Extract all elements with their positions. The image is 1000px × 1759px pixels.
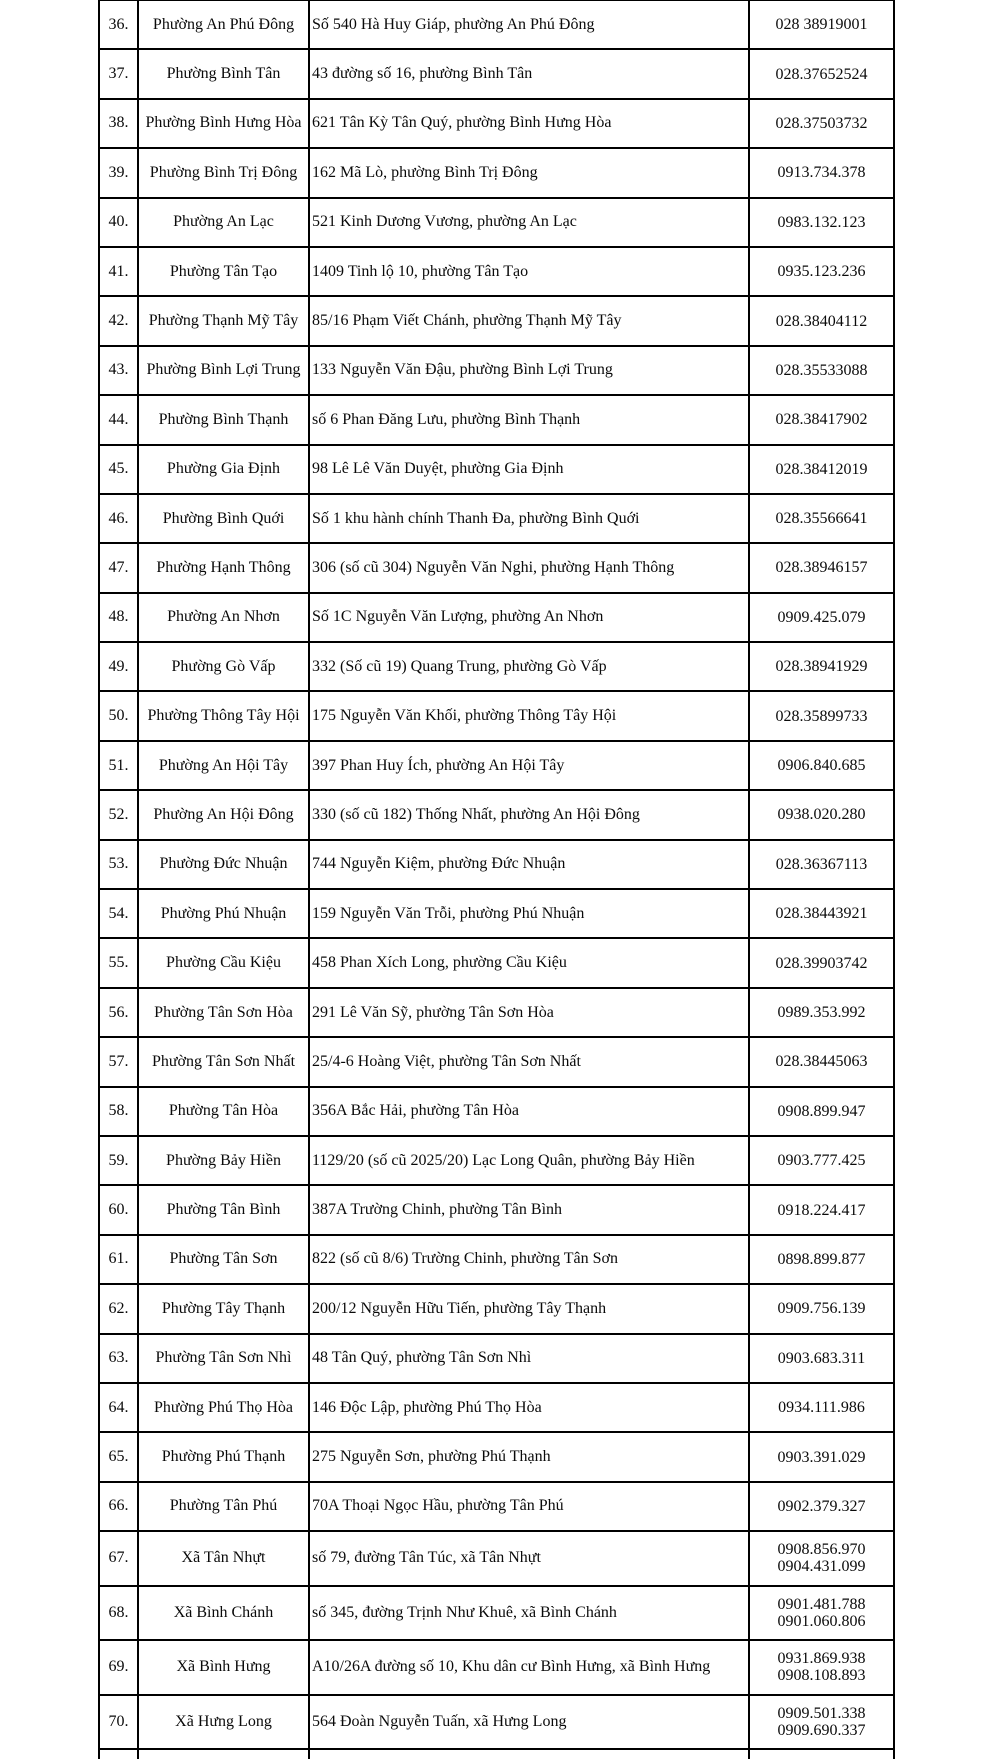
- phone-cell: [750, 544, 893, 591]
- phone-number: 0909.690.337: [777, 1721, 866, 1739]
- table-row: [100, 1384, 893, 1431]
- address-cell: 1129/20 (số cũ 2025/20) Lạc Long Quân, phường Bảy Hiền: [310, 1137, 748, 1184]
- address-cell: 85/16 Phạm Viết Chánh, phường Thạnh Mỹ Tây: [310, 297, 748, 344]
- phone-number: 0909.501.338: [777, 1704, 866, 1722]
- table-row: [100, 742, 893, 789]
- ward-name-cell: Phường Bình Quới: [139, 495, 308, 542]
- table-row: [100, 1433, 893, 1480]
- phone-cell: [750, 1285, 893, 1332]
- ward-name-cell: Phường Phú Thọ Hòa: [139, 1384, 308, 1431]
- phone-cell: [750, 446, 893, 493]
- empty-cell: [310, 1750, 748, 1759]
- row-number-cell: 50.: [100, 692, 137, 739]
- phone-number: 0908.856.970: [777, 1541, 866, 1559]
- phone-cell: [750, 643, 893, 690]
- table-row: [100, 1335, 893, 1382]
- phone-number: 0901.060.806: [777, 1612, 866, 1630]
- table-row: [100, 50, 893, 97]
- address-cell: 330 (số cũ 182) Thống Nhất, phường An Hội Đông: [310, 791, 748, 838]
- row-number-cell: 65.: [100, 1433, 137, 1480]
- phone-cell: [750, 248, 893, 295]
- table-row: [100, 1641, 893, 1694]
- table-row: [100, 396, 893, 443]
- row-number-cell: 36.: [100, 1, 137, 48]
- empty-cell: [100, 1750, 137, 1759]
- phone-number: 0938.020.280: [777, 806, 866, 824]
- ward-name-cell: Phường Tân Hòa: [139, 1088, 308, 1135]
- ward-name-cell: Phường Tân Phú: [139, 1483, 308, 1530]
- phone-number: 028.38941929: [775, 658, 868, 676]
- ward-name-cell: Phường Gia Định: [139, 446, 308, 493]
- ward-name-cell: Phường Thạnh Mỹ Tây: [139, 297, 308, 344]
- table-row: [100, 890, 893, 937]
- phone-cell: [750, 1236, 893, 1283]
- address-cell: 70A Thoại Ngọc Hầu, phường Tân Phú: [310, 1483, 748, 1530]
- row-number-cell: 52.: [100, 791, 137, 838]
- table-row: [100, 643, 893, 690]
- address-cell: A10/26A đường số 10, Khu dân cư Bình Hưng, xã Bình Hưng: [310, 1641, 748, 1694]
- phone-number: 028.39903742: [775, 954, 868, 972]
- table-row: [100, 989, 893, 1036]
- phone-cell: [750, 495, 893, 542]
- table-row: [100, 248, 893, 295]
- phone-number: 0904.431.099: [777, 1558, 866, 1576]
- ward-name-cell: Phường Tân Sơn Nhất: [139, 1038, 308, 1085]
- phone-cell: [750, 100, 893, 147]
- table-row: [100, 692, 893, 739]
- ward-name-cell: Phường Cầu Kiệu: [139, 939, 308, 986]
- phone-cell: [750, 297, 893, 344]
- row-number-cell: 41.: [100, 248, 137, 295]
- phone-cell: [750, 1088, 893, 1135]
- row-number-cell: 42.: [100, 297, 137, 344]
- phone-cell: [750, 890, 893, 937]
- ward-name-cell: Phường An Nhơn: [139, 594, 308, 641]
- table-row: [100, 297, 893, 344]
- table-row: [100, 446, 893, 493]
- phone-cell: [750, 1335, 893, 1382]
- ward-name-cell: Phường Bình Tân: [139, 50, 308, 97]
- phone-cell: [750, 1696, 893, 1749]
- phone-cell: [750, 1, 893, 48]
- table-row: [100, 347, 893, 394]
- phone-number: 0908.899.947: [777, 1102, 866, 1120]
- address-cell: 25/4-6 Hoàng Việt, phường Tân Sơn Nhất: [310, 1038, 748, 1085]
- row-number-cell: 67.: [100, 1532, 137, 1585]
- table-row: [100, 544, 893, 591]
- address-cell: 291 Lê Văn Sỹ, phường Tân Sơn Hòa: [310, 989, 748, 1036]
- phone-cell: [750, 841, 893, 888]
- ward-name-cell: Phường Hạnh Thông: [139, 544, 308, 591]
- phone-number: 028.36367113: [775, 855, 868, 873]
- row-number-cell: 56.: [100, 989, 137, 1036]
- address-cell: 458 Phan Xích Long, phường Cầu Kiệu: [310, 939, 748, 986]
- table-row: [100, 1, 893, 48]
- address-cell: 275 Nguyễn Sơn, phường Phú Thạnh: [310, 1433, 748, 1480]
- address-cell: 200/12 Nguyễn Hữu Tiến, phường Tây Thạnh: [310, 1285, 748, 1332]
- phone-number: 0898.899.877: [777, 1250, 866, 1268]
- table-row: [100, 1186, 893, 1233]
- row-number-cell: 40.: [100, 199, 137, 246]
- table-row: [100, 594, 893, 641]
- phone-number: 028.38445063: [775, 1053, 868, 1071]
- address-cell: 332 (Số cũ 19) Quang Trung, phường Gò Vấp: [310, 643, 748, 690]
- phone-number: 0931.869.938: [777, 1650, 866, 1668]
- phone-cell: [750, 1641, 893, 1694]
- phone-cell: [750, 594, 893, 641]
- ward-name-cell: Phường An Hội Đông: [139, 791, 308, 838]
- row-number-cell: 51.: [100, 742, 137, 789]
- row-number-cell: 55.: [100, 939, 137, 986]
- address-cell: 621 Tân Kỳ Tân Quý, phường Bình Hưng Hòa: [310, 100, 748, 147]
- phone-cell: [750, 1587, 893, 1640]
- phone-cell: [750, 1186, 893, 1233]
- address-cell: 822 (số cũ 8/6) Trường Chinh, phường Tân Sơn: [310, 1236, 748, 1283]
- table-row: [100, 1587, 893, 1640]
- phone-cell: [750, 989, 893, 1036]
- row-number-cell: 48.: [100, 594, 137, 641]
- ward-name-cell: Xã Tân Nhựt: [139, 1532, 308, 1585]
- row-number-cell: 58.: [100, 1088, 137, 1135]
- phone-number: 0903.683.311: [777, 1349, 866, 1367]
- table-row: [100, 100, 893, 147]
- phone-cell: [750, 149, 893, 196]
- phone-number: 0908.108.893: [777, 1667, 866, 1685]
- table-row: [100, 841, 893, 888]
- phone-cell: [750, 347, 893, 394]
- table-row: [100, 1236, 893, 1283]
- ward-name-cell: Phường Tân Tạo: [139, 248, 308, 295]
- table-row: [100, 1038, 893, 1085]
- address-cell: 146 Độc Lập, phường Phú Thọ Hòa: [310, 1384, 748, 1431]
- address-cell: 306 (số cũ 304) Nguyễn Văn Nghi, phường Hạnh Thông: [310, 544, 748, 591]
- address-cell: 133 Nguyễn Văn Đậu, phường Bình Lợi Trung: [310, 347, 748, 394]
- ward-name-cell: Phường Tân Bình: [139, 1186, 308, 1233]
- row-number-cell: 43.: [100, 347, 137, 394]
- phone-number: 028.37652524: [775, 65, 868, 83]
- phone-number: 0903.777.425: [777, 1152, 866, 1170]
- row-number-cell: 64.: [100, 1384, 137, 1431]
- phone-number: 028.35566641: [775, 510, 868, 528]
- phone-number: 028.35899733: [775, 707, 868, 725]
- phone-number: 0918.224.417: [777, 1201, 866, 1219]
- phone-cell: [750, 692, 893, 739]
- row-number-cell: 57.: [100, 1038, 137, 1085]
- row-number-cell: 47.: [100, 544, 137, 591]
- ward-name-cell: Phường Tân Sơn Hòa: [139, 989, 308, 1036]
- row-number-cell: 70.: [100, 1696, 137, 1749]
- ward-name-cell: Xã Bình Hưng: [139, 1641, 308, 1694]
- row-number-cell: 62.: [100, 1285, 137, 1332]
- phone-cell: [750, 396, 893, 443]
- phone-number: 0935.123.236: [777, 263, 866, 281]
- address-cell: 744 Nguyễn Kiệm, phường Đức Nhuận: [310, 841, 748, 888]
- address-cell: 48 Tân Quý, phường Tân Sơn Nhì: [310, 1335, 748, 1382]
- row-number-cell: 69.: [100, 1641, 137, 1694]
- ward-name-cell: Phường Tây Thạnh: [139, 1285, 308, 1332]
- phone-number: 0913.734.378: [777, 164, 866, 182]
- address-cell: 521 Kinh Dương Vương, phường An Lạc: [310, 199, 748, 246]
- empty-cell: [139, 1750, 308, 1759]
- ward-name-cell: Phường An Hội Tây: [139, 742, 308, 789]
- ward-name-cell: Phường Bình Hưng Hòa: [139, 100, 308, 147]
- address-cell: Số 540 Hà Huy Giáp, phường An Phú Đông: [310, 1, 748, 48]
- table-row: [100, 199, 893, 246]
- table-row: [100, 149, 893, 196]
- phone-cell: [750, 742, 893, 789]
- address-cell: 356A Bắc Hải, phường Tân Hòa: [310, 1088, 748, 1135]
- row-number-cell: 49.: [100, 643, 137, 690]
- row-number-cell: 61.: [100, 1236, 137, 1283]
- row-number-cell: 45.: [100, 446, 137, 493]
- address-cell: 564 Đoàn Nguyễn Tuấn, xã Hưng Long: [310, 1696, 748, 1749]
- phone-cell: [750, 1532, 893, 1585]
- phone-number: 028.38946157: [775, 559, 868, 577]
- ward-name-cell: Phường Tân Sơn: [139, 1236, 308, 1283]
- address-cell: 43 đường số 16, phường Bình Tân: [310, 50, 748, 97]
- row-number-cell: 46.: [100, 495, 137, 542]
- table-row: [100, 1088, 893, 1135]
- phone-number: 0906.840.685: [777, 757, 866, 775]
- row-number-cell: 38.: [100, 100, 137, 147]
- address-cell: số 6 Phan Đăng Lưu, phường Bình Thạnh: [310, 396, 748, 443]
- ward-name-cell: Phường Bình Trị Đông: [139, 149, 308, 196]
- phone-cell: [750, 199, 893, 246]
- table-row: [100, 1696, 893, 1749]
- phone-number: 028.38417902: [775, 411, 868, 429]
- row-number-cell: 39.: [100, 149, 137, 196]
- address-cell: số 345, đường Trịnh Như Khuê, xã Bình Chánh: [310, 1587, 748, 1640]
- ward-name-cell: Phường An Phú Đông: [139, 1, 308, 48]
- ward-name-cell: Phường Bảy Hiền: [139, 1137, 308, 1184]
- phone-number: 028.38404112: [775, 312, 868, 330]
- table-row: [100, 1285, 893, 1332]
- address-cell: 387A Trường Chinh, phường Tân Bình: [310, 1186, 748, 1233]
- table-row: [100, 791, 893, 838]
- address-cell: Số 1C Nguyễn Văn Lượng, phường An Nhơn: [310, 594, 748, 641]
- ward-name-cell: Xã Hưng Long: [139, 1696, 308, 1749]
- phone-cell: [750, 1483, 893, 1530]
- phone-cell: [750, 939, 893, 986]
- ward-name-cell: Phường Bình Lợi Trung: [139, 347, 308, 394]
- table-row: [100, 939, 893, 986]
- row-number-cell: 53.: [100, 841, 137, 888]
- address-cell: 1409 Tinh lộ 10, phường Tân Tạo: [310, 248, 748, 295]
- phone-cell: [750, 1137, 893, 1184]
- partial-next-row: [100, 1750, 893, 1759]
- address-cell: 98 Lê Lê Văn Duyệt, phường Gia Định: [310, 446, 748, 493]
- ward-name-cell: Phường Tân Sơn Nhì: [139, 1335, 308, 1382]
- address-cell: 162 Mã Lò, phường Bình Trị Đông: [310, 149, 748, 196]
- phone-number: 0901.481.788: [777, 1595, 866, 1613]
- address-cell: 397 Phan Huy Ích, phường An Hội Tây: [310, 742, 748, 789]
- table-row: [100, 1137, 893, 1184]
- row-number-cell: 60.: [100, 1186, 137, 1233]
- phone-number: 0934.111.986: [778, 1399, 865, 1417]
- row-number-cell: 66.: [100, 1483, 137, 1530]
- address-cell: 175 Nguyễn Văn Khối, phường Thông Tây Hội: [310, 692, 748, 739]
- ward-name-cell: Phường Thông Tây Hội: [139, 692, 308, 739]
- ward-name-cell: Phường Đức Nhuận: [139, 841, 308, 888]
- ward-name-cell: Phường Gò Vấp: [139, 643, 308, 690]
- phone-number: 0903.391.029: [777, 1448, 866, 1466]
- ward-contact-table: [98, 0, 895, 1759]
- phone-number: 0989.353.992: [777, 1004, 866, 1021]
- phone-number: 0909.425.079: [777, 608, 866, 626]
- address-cell: số 79, đường Tân Túc, xã Tân Nhựt: [310, 1532, 748, 1585]
- empty-cell: [750, 1750, 893, 1759]
- phone-cell: [750, 1384, 893, 1431]
- row-number-cell: 54.: [100, 890, 137, 937]
- address-cell: Số 1 khu hành chính Thanh Đa, phường Bình Quới: [310, 495, 748, 542]
- phone-cell: [750, 50, 893, 97]
- phone-number: 028.38443921: [775, 905, 868, 923]
- ward-name-cell: Phường Phú Nhuận: [139, 890, 308, 937]
- table-row: [100, 1483, 893, 1530]
- phone-number: 0902.379.327: [777, 1497, 866, 1515]
- row-number-cell: 68.: [100, 1587, 137, 1640]
- address-cell: 159 Nguyễn Văn Trỗi, phường Phú Nhuận: [310, 890, 748, 937]
- phone-number: 0909.756.139: [777, 1300, 866, 1318]
- row-number-cell: 59.: [100, 1137, 137, 1184]
- phone-cell: [750, 1038, 893, 1085]
- phone-number: 028.38412019: [775, 460, 868, 478]
- phone-number: 0983.132.123: [777, 213, 866, 231]
- phone-cell: [750, 1433, 893, 1480]
- ward-name-cell: Xã Bình Chánh: [139, 1587, 308, 1640]
- ward-name-cell: Phường Phú Thạnh: [139, 1433, 308, 1480]
- ward-name-cell: Phường An Lạc: [139, 199, 308, 246]
- phone-number: 028 38919001: [775, 16, 868, 34]
- table-row: [100, 1532, 893, 1585]
- table-row: [100, 495, 893, 542]
- phone-number: 028.37503732: [775, 114, 868, 132]
- row-number-cell: 37.: [100, 50, 137, 97]
- phone-cell: [750, 791, 893, 838]
- row-number-cell: 44.: [100, 396, 137, 443]
- ward-name-cell: Phường Bình Thạnh: [139, 396, 308, 443]
- row-number-cell: 63.: [100, 1335, 137, 1382]
- phone-number: 028.35533088: [775, 361, 868, 379]
